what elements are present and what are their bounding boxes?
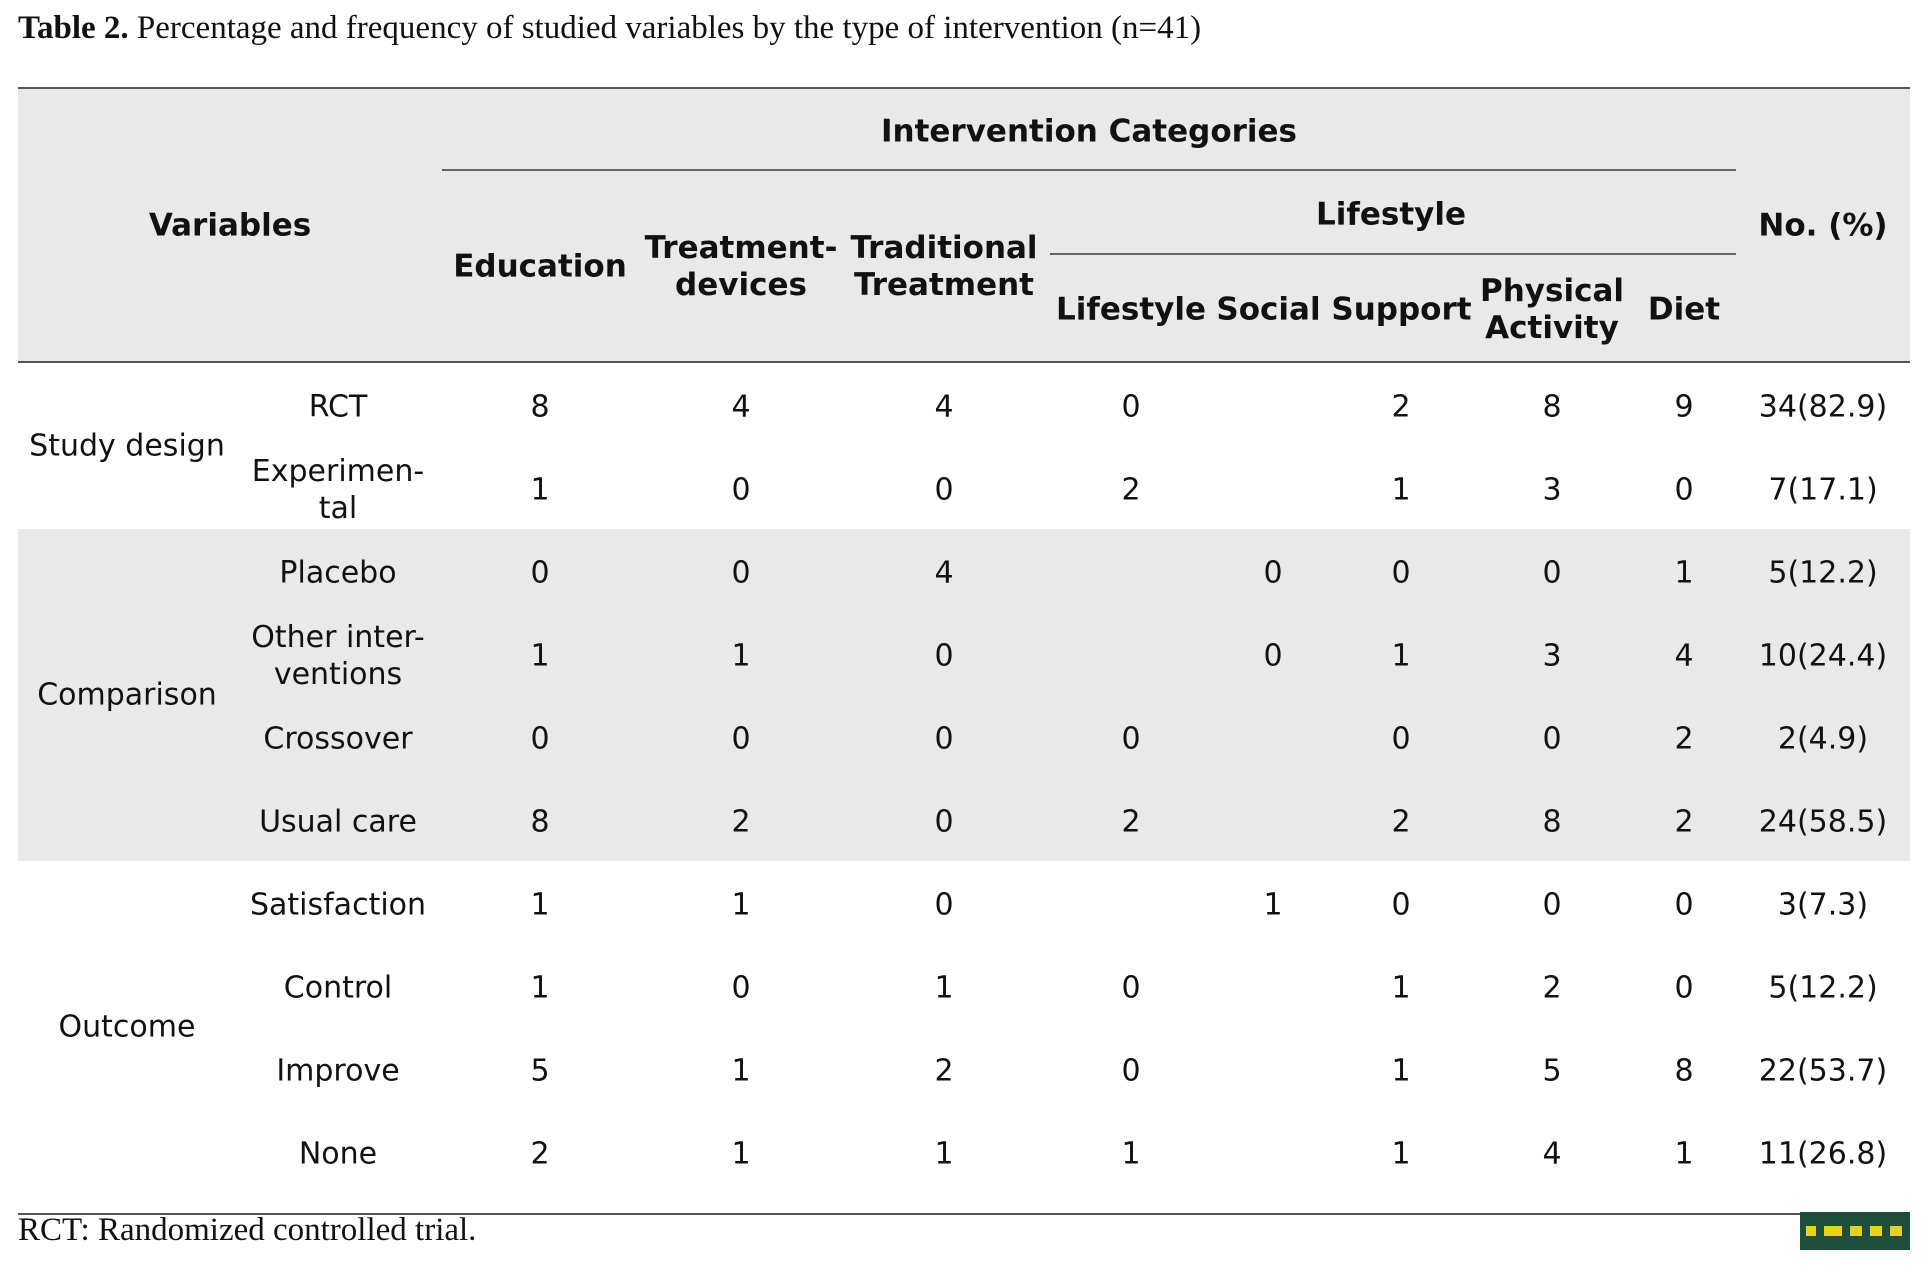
table-cell: 4 [934, 389, 954, 424]
table-cell: 2 [731, 804, 751, 839]
table-cell: 2 [934, 1053, 954, 1088]
row-label: Control [283, 970, 393, 1005]
table-cell: 1 [530, 638, 550, 673]
table-cell: 1 [1391, 1053, 1411, 1088]
table-cell: 0 [934, 887, 954, 922]
table-cell: 0 [731, 721, 751, 756]
table-cell: 3 [1542, 638, 1562, 673]
table-cell: 1 [530, 472, 550, 507]
table-cell: 1 [1391, 1136, 1411, 1171]
table-cell: 2 [1121, 472, 1141, 507]
table-cell: 1 [1263, 887, 1283, 922]
header-education: Education [453, 248, 627, 285]
group-label: Outcome [58, 1009, 196, 1045]
table-cell: 0 [731, 472, 751, 507]
table-cell: 2 [1391, 804, 1411, 839]
table-cell: 1 [934, 1136, 954, 1171]
header-social-support: Social Support [1216, 291, 1472, 328]
table-cell: 1 [1391, 970, 1411, 1005]
table-footnote: RCT: Randomized controlled trial. [18, 1212, 477, 1248]
row-label: Usual care [259, 804, 417, 839]
table-cell: 0 [1121, 389, 1141, 424]
table-cell: 1 [1391, 472, 1411, 507]
header-total: No. (%) [1758, 207, 1888, 244]
table-cell: 2 [1542, 970, 1562, 1005]
table-cell: 1 [1391, 638, 1411, 673]
table-cell: 0 [1542, 555, 1562, 590]
table-cell: 0 [934, 638, 954, 673]
table-cell: 22(53.7) [1758, 1053, 1888, 1088]
jrh-logo [1800, 1212, 1910, 1250]
table-cell: 0 [1121, 721, 1141, 756]
caption-text: Percentage and frequency of studied variables by the type of intervention (n=41) [128, 10, 1202, 46]
table-cell: 3(7.3) [1777, 887, 1869, 922]
table-cell: 0 [1121, 970, 1141, 1005]
caption-label: Table 2. [18, 10, 129, 46]
table-cell: 5 [530, 1053, 550, 1088]
row-label: None [298, 1136, 378, 1171]
row-label: Improve [276, 1053, 400, 1088]
table-cell: 0 [1391, 721, 1411, 756]
table-cell: 1 [530, 887, 550, 922]
table-cell: 8 [1542, 804, 1562, 839]
table-cell: 0 [530, 555, 550, 590]
table-cell: 0 [1121, 1053, 1141, 1088]
table-cell: 1 [1674, 555, 1694, 590]
header-treatment-devices: Treatment- devices [644, 230, 838, 303]
table-cell: 0 [530, 721, 550, 756]
table-cell: 0 [1674, 887, 1694, 922]
row-label: Crossover [263, 721, 413, 756]
table-cell: 1 [934, 970, 954, 1005]
table-cell: 5(12.2) [1768, 970, 1878, 1005]
table-cell: 0 [1674, 472, 1694, 507]
table-cell: 0 [731, 555, 751, 590]
header-lifestyle-group: Lifestyle [1315, 196, 1467, 233]
group-label: Study design [29, 428, 225, 464]
table-caption [18, 10, 1201, 47]
table-cell: 0 [1542, 887, 1562, 922]
table-cell: 2(4.9) [1777, 721, 1869, 756]
row-label: Experimen- tal [251, 453, 425, 526]
header-bottom-rule [18, 361, 1910, 363]
group-label: Comparison [37, 677, 217, 713]
table-cell: 11(26.8) [1758, 1136, 1888, 1171]
table-cell: 0 [731, 970, 751, 1005]
table-cell: 34(82.9) [1758, 389, 1888, 424]
table-cell: 1 [530, 970, 550, 1005]
table-cell: 1 [1121, 1136, 1141, 1171]
table-cell: 2 [530, 1136, 550, 1171]
table-cell: 0 [1542, 721, 1562, 756]
table-top-rule [18, 87, 1910, 89]
table-cell: 8 [1542, 389, 1562, 424]
table-cell: 4 [1542, 1136, 1562, 1171]
table-cell: 2 [1674, 721, 1694, 756]
table-cell: 4 [1674, 638, 1694, 673]
table-cell: 7(17.1) [1768, 472, 1878, 507]
header-physical-activity: Physical Activity [1480, 273, 1624, 346]
table-cell: 0 [1263, 555, 1283, 590]
table-cell: 24(58.5) [1758, 804, 1888, 839]
table-cell: 10(24.4) [1758, 638, 1888, 673]
table-cell: 9 [1674, 389, 1694, 424]
table-cell: 5(12.2) [1768, 555, 1878, 590]
header-lifestyle: Lifestyle [1055, 291, 1207, 328]
table-cell: 1 [731, 1136, 751, 1171]
table-cell: 1 [731, 887, 751, 922]
table-cell: 1 [731, 1053, 751, 1088]
table-cell: 0 [1263, 638, 1283, 673]
table-cell: 0 [934, 472, 954, 507]
table-cell: 0 [1674, 970, 1694, 1005]
table-cell: 8 [530, 804, 550, 839]
table-cell: 2 [1674, 804, 1694, 839]
table-cell: 5 [1542, 1053, 1562, 1088]
header-diet: Diet [1647, 291, 1721, 328]
intervention-categories-rule [442, 169, 1736, 171]
table-cell: 8 [1674, 1053, 1694, 1088]
table-cell: 4 [934, 555, 954, 590]
table-cell: 3 [1542, 472, 1562, 507]
row-label: Other inter- ventions [251, 619, 425, 692]
header-variables: Variables [148, 207, 312, 244]
table-cell: 0 [1391, 887, 1411, 922]
table-cell: 1 [731, 638, 751, 673]
table-cell: 4 [731, 389, 751, 424]
table-cell: 2 [1121, 804, 1141, 839]
row-label: Placebo [279, 555, 397, 590]
table-cell: 0 [934, 721, 954, 756]
table-cell: 8 [530, 389, 550, 424]
table-cell: 0 [934, 804, 954, 839]
lifestyle-group-rule [1050, 253, 1736, 255]
header-intervention-categories: Intervention Categories [880, 113, 1298, 150]
header-traditional-treatment: Traditional Treatment [850, 230, 1038, 303]
table-cell: 2 [1391, 389, 1411, 424]
table-cell: 0 [1391, 555, 1411, 590]
table-cell: 1 [1674, 1136, 1694, 1171]
row-label: RCT [308, 389, 368, 424]
row-label: Satisfaction [249, 887, 427, 922]
